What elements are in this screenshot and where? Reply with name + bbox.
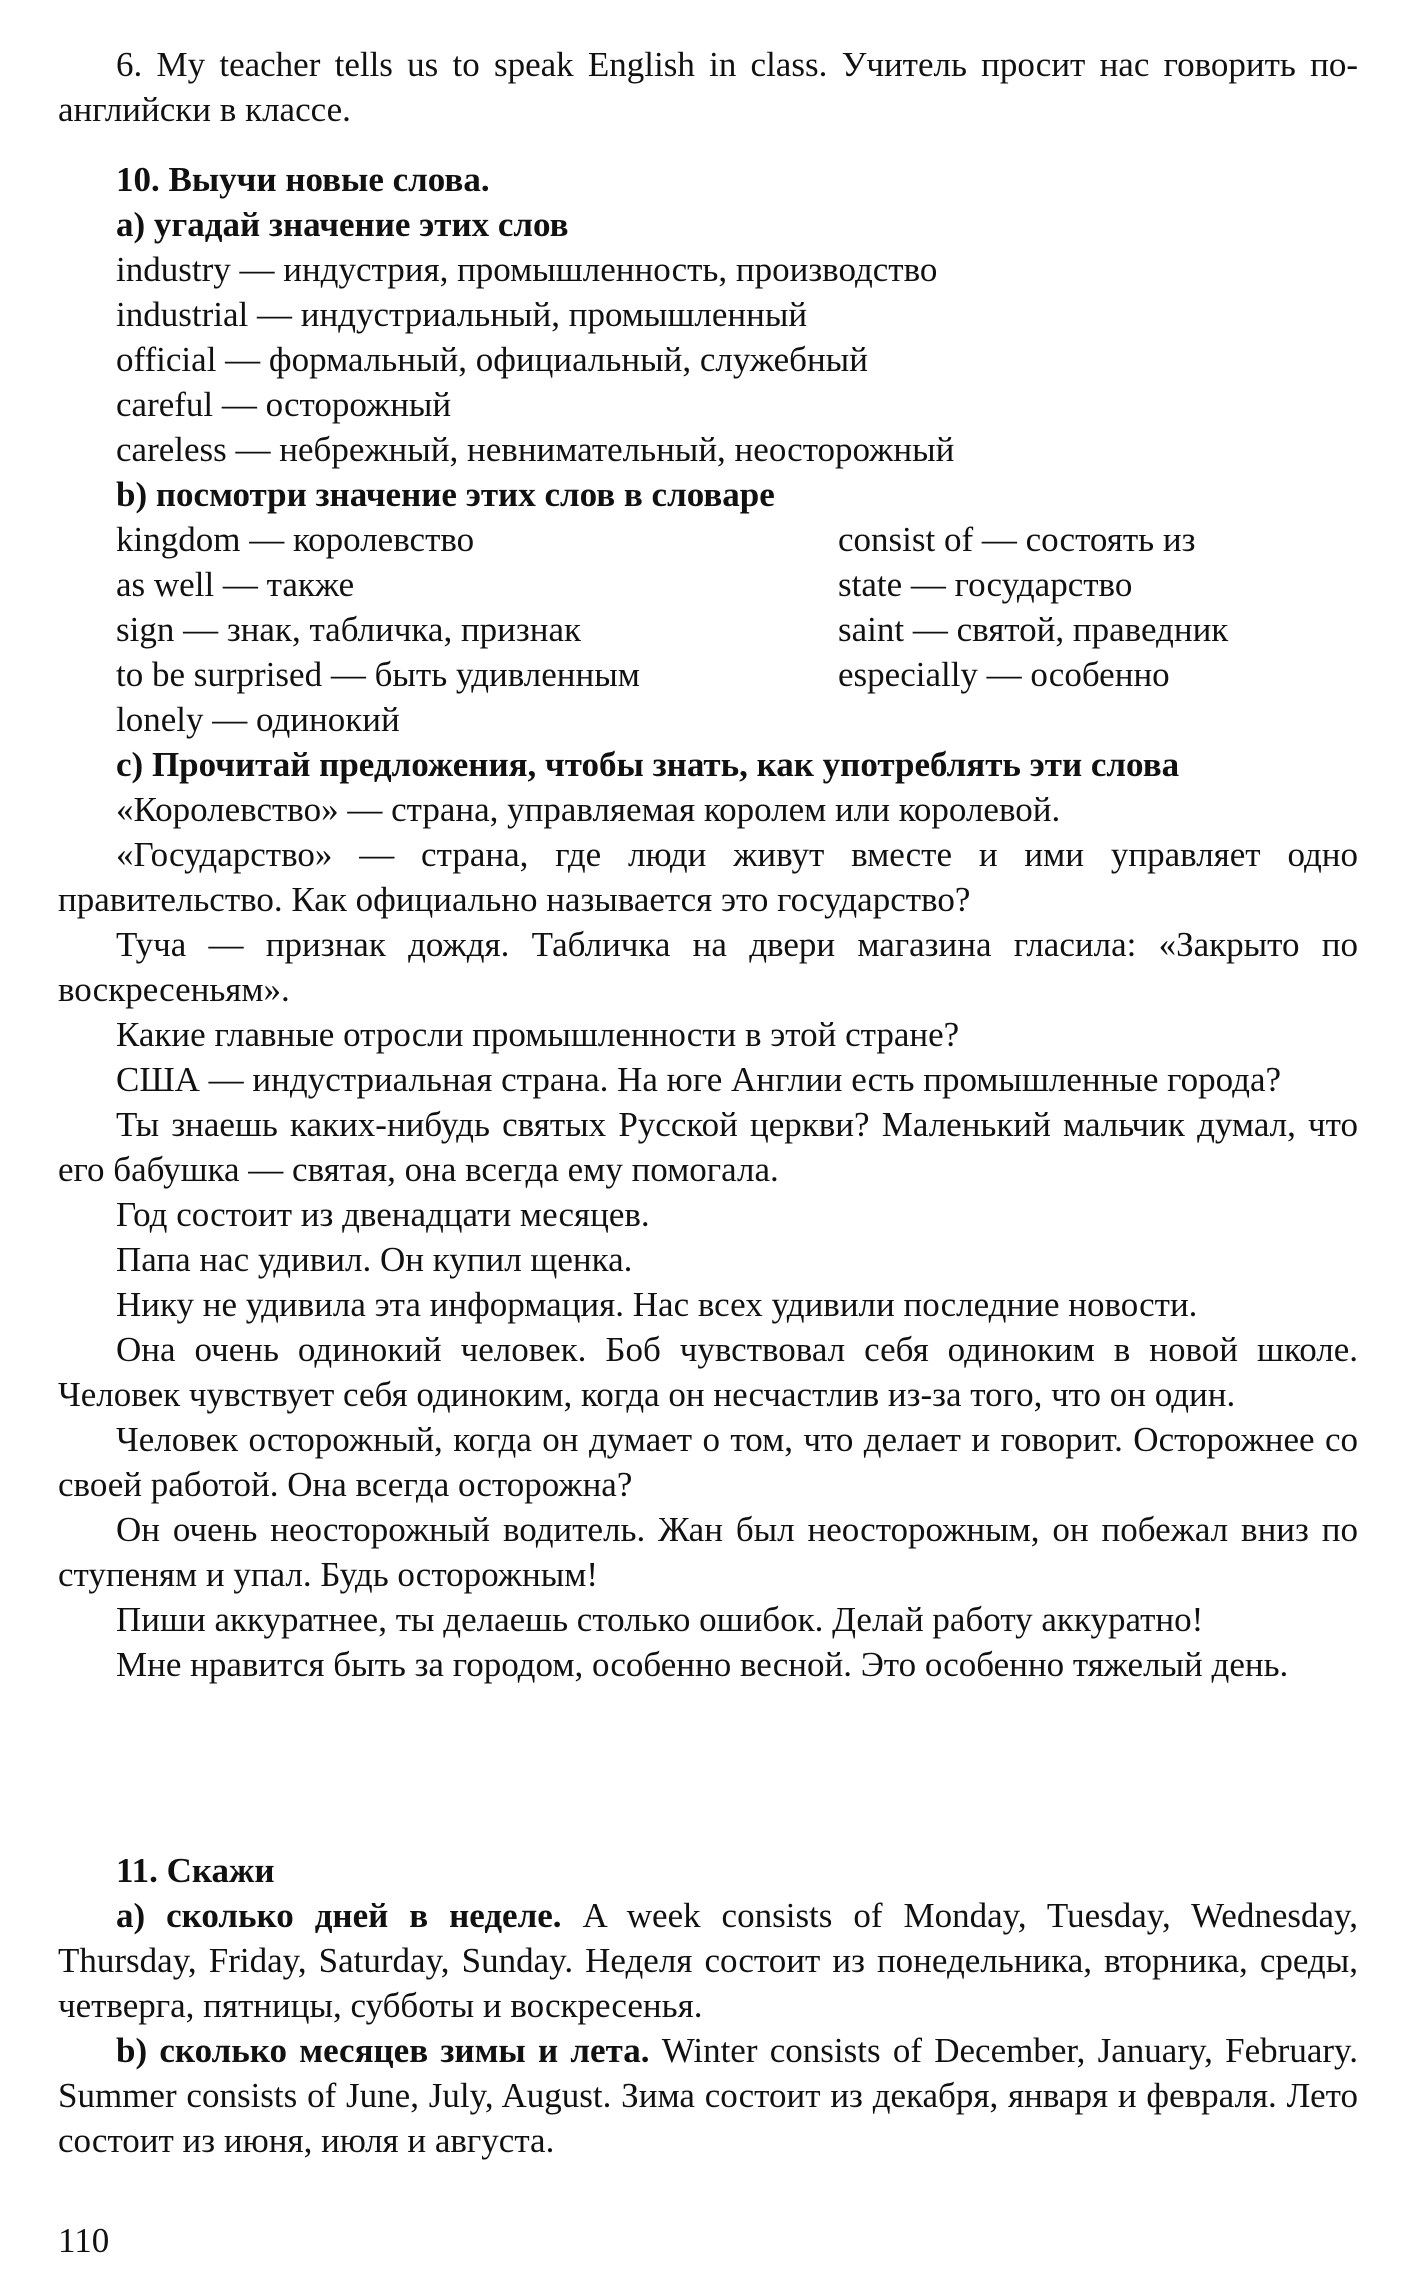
intro-block [58,42,1358,132]
example-paragraph: Туча — признак дождя. Табличка на двери магазина гласила: «Закрыто по воскресеньям». [58,925,1358,1009]
vocab-right: saint — святой, праведник [838,610,1229,649]
vocab-row [58,697,1358,742]
vocab-left: as well — также [116,565,355,604]
example-paragraph: Папа нас удивил. Он купил щенка. [116,1240,633,1279]
vocab-word: industry — индустрия, промышленность, производство [116,250,938,289]
example-paragraph: Ты знаешь каких-нибудь святых Русской церкви? Маленький мальчик думал, что его бабушка — святая, она всегда ему помогала. [58,1105,1358,1189]
vocab-left: to be surprised — быть удивленным [116,655,640,694]
example-paragraph: Год состоит из двенадцати месяцев. [116,1195,650,1234]
vocab-row [58,517,1358,562]
vocab-right: state — государство [838,565,1133,604]
example-paragraph: США — индустриальная страна. На юге Англии есть промышленные города? [116,1060,1282,1099]
example-paragraph: Она очень одинокий человек. Боб чувствовал себя одиноким в новой школе. Человек чувствует себя одиноким, когда он несчастлив из-за того, что он один. [58,1330,1358,1414]
ex11-part-a-label: а) сколько дней в неделе. [116,1896,562,1935]
ex11-heading: 11. Скажи [116,1851,275,1890]
ex11-part-b [58,2028,1358,2163]
vocab-word: official — формальный, официальный, служебный [116,340,868,379]
vocab-row [58,562,1358,607]
ex11-part-a [58,1893,1358,2028]
example-paragraph: «Королевство» — страна, управляемая королем или королевой. [116,790,1061,829]
example-paragraph: Пиши аккуратнее, ты делаешь столько ошибок. Делай работу аккуратно! [116,1600,1204,1639]
vocab-word: careless — небрежный, невнимательный, неосторожный [116,430,955,469]
example-paragraph: Какие главные отросли промышленности в этой стране? [116,1015,960,1054]
vocab-row [58,607,1358,652]
ex11-part-b-text: Winter consists of December, January, February. Summer consists of June, July, August. Зима состоит из декабря, января и февраля. Лето состоит из июня, июля и августа. [58,2031,1359,2160]
example-paragraph: Нику не удивила эта информация. Нас всех удивили последние новости. [116,1285,1198,1324]
example-paragraph: Он очень неосторожный водитель. Жан был неосторожным, он побежал вниз по ступеням и упал. Будь осторожным! [58,1510,1358,1594]
ex11-part-a-text: A week consists of Monday, Tuesday, Wednesday, Thursday, Friday, Saturday, Sunday. Неделя состоит из понедельника, вторника, среды, четверга, пятницы, субботы и воскресенья. [58,1896,1359,2025]
example-paragraph: Мне нравится быть за городом, особенно весной. Это особенно тяжелый день. [116,1645,1289,1684]
vocab-word: industrial — индустриальный, промышленный [116,295,808,334]
vocab-right: consist of — состоять из [838,520,1196,559]
vocab-right: especially — особенно [838,655,1170,694]
ex11-part-b-label: b) сколько месяцев зимы и лета. [116,2031,650,2070]
vocab-row [58,652,1358,697]
ex10-heading: 10. Выучи новые слова. [116,160,490,199]
ex10-part-a-heading: а) угадай значение этих слов [116,205,569,244]
vocab-left: kingdom — королевство [116,520,475,559]
ex10-part-c-heading: с) Прочитай предложения, чтобы знать, как употреблять эти слова [116,745,1180,784]
vocab-word: careful — осторожный [116,385,452,424]
ex10-part-b-heading: b) посмотри значение этих слов в словаре [116,475,775,514]
exercise-11 [58,1848,1358,2163]
example-paragraph: Человек осторожный, когда он думает о том, что делает и говорит. Осторожнее со своей работой. Она всегда осторожна? [58,1420,1358,1504]
exercise-10 [58,157,1358,1687]
vocab-left: sign — знак, табличка, признак [116,610,581,649]
example-paragraph: «Государство» — страна, где люди живут вместе и ими управляет одно правительство. Как официально называется это государство? [58,835,1358,919]
vocab-left: lonely — одинокий [116,700,400,739]
page-number: 110 [58,2221,110,2260]
intro-sentence: 6. My teacher tells us to speak English in class. Учитель просит нас говорить по-английски в классе. [58,45,1358,129]
